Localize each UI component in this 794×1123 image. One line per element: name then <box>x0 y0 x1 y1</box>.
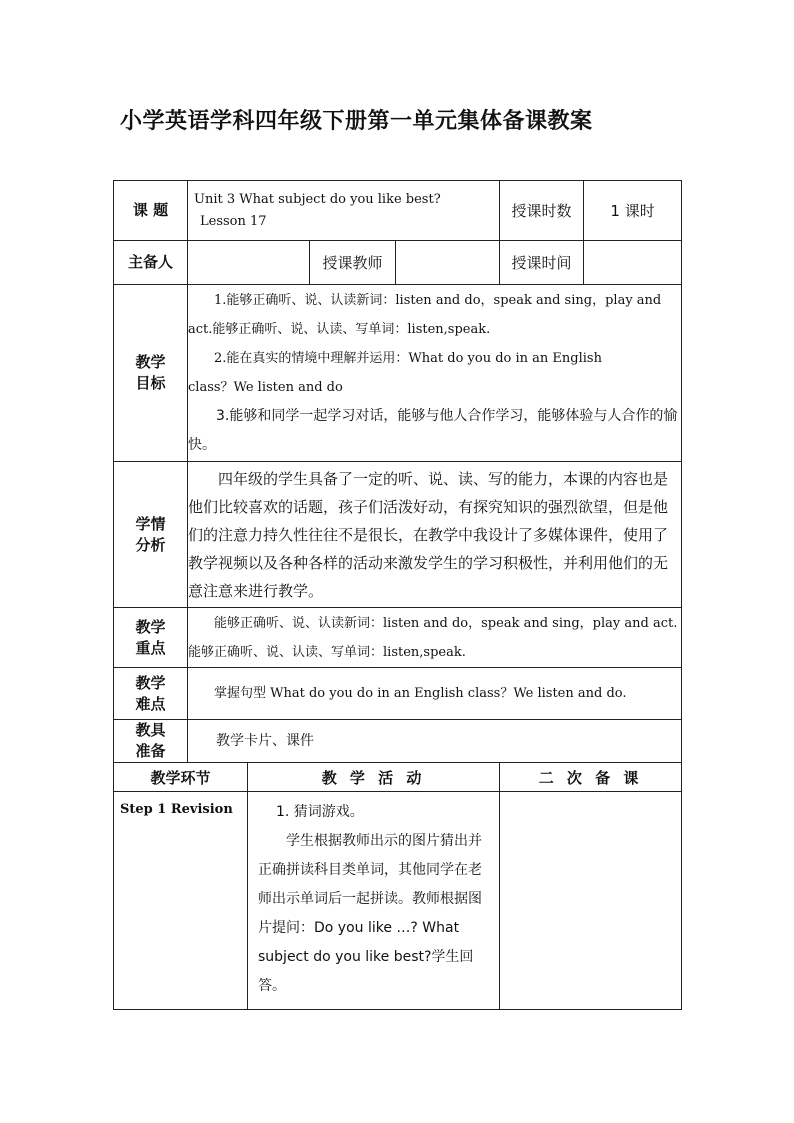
difficulties-label-1: 教学 <box>135 673 166 692</box>
aids-text: 教学卡片、课件 <box>216 732 314 749</box>
topic-row <box>114 181 682 241</box>
topic-line1: Unit 3 What subject do you like best? <box>194 191 441 207</box>
step1-item: 1. 猜词游戏。 <box>276 804 364 820</box>
analysis-label <box>114 462 188 608</box>
objectives-label-2: 目标 <box>135 374 166 392</box>
objectives-label-1: 教学 <box>135 353 166 371</box>
lesson-plan-table <box>113 180 682 1010</box>
difficulties-content <box>188 668 682 720</box>
page-title: 小学英语学科四年级下册第一单元集体备课教案 <box>120 109 593 134</box>
aids-content <box>188 720 682 763</box>
difficulties-row <box>114 668 682 720</box>
topic-line2: Lesson 17 <box>200 213 267 229</box>
teacher-value <box>396 241 500 285</box>
revision-header: 二 次 备 课 <box>500 763 682 792</box>
aids-row <box>114 720 682 763</box>
key-points-content <box>188 608 682 668</box>
key-points-text: 能够正确听、说、认读新词：listen and do，speak and sing，play and act.能够正确听、说、认读、写单词：listen,speak. <box>188 615 678 660</box>
analysis-label-2: 分析 <box>135 535 166 554</box>
aids-label-2: 准备 <box>135 742 166 760</box>
topic-cell <box>188 181 500 241</box>
objective-3: 3.能够和同学一起学习对话，能够与他人合作学习，能够体验与人合作的愉快。 <box>188 408 678 453</box>
difficulties-label <box>114 668 188 720</box>
step1-text: 学生根据教师出示的图片猜出并正确拼读科目类单词，其他同学在老师出示单词后一起拼读。教师根据图片提问：Do you like …? What subject do you like best?学生回答。 <box>258 833 482 994</box>
objective-2a: 2.能在真实的情境中理解并运用：What do you do in an English <box>214 351 602 366</box>
difficulties-text: 掌握句型 What do you do in an English class？We listen and do. <box>214 686 627 701</box>
time-value <box>584 241 682 285</box>
time-label: 授课时间 <box>500 241 584 285</box>
key-points-label <box>114 608 188 668</box>
step1-name: Step 1 Revision <box>114 792 248 1010</box>
objective-2b: class？We listen and do <box>188 380 343 395</box>
topic-label: 课 题 <box>114 181 188 241</box>
step1-row <box>114 792 682 1010</box>
section-header-row <box>114 763 682 792</box>
hours-label: 授课时数 <box>500 181 584 241</box>
activity-header: 教 学 活 动 <box>248 763 500 792</box>
objectives-row <box>114 285 682 462</box>
teacher-label: 授课教师 <box>310 241 396 285</box>
aids-label <box>114 720 188 763</box>
objectives-label <box>114 285 188 462</box>
stage-header: 教学环节 <box>114 763 248 792</box>
lead-value <box>188 241 310 285</box>
objective-1: 1.能够正确听、说、认读新词：listen and do，speak and sing，play and act.能够正确听、说、认读、写单词：listen,speak. <box>188 293 662 337</box>
staff-row <box>114 241 682 285</box>
key-points-label-2: 重点 <box>135 638 166 657</box>
analysis-label-1: 学情 <box>135 514 166 533</box>
objectives-content <box>188 285 682 462</box>
difficulties-label-2: 难点 <box>135 694 166 713</box>
analysis-text: 四年级的学生具备了一定的听、说、读、写的能力，本课的内容也是他们比较喜欢的话题，孩子们活泼好动，有探究知识的强烈欲望，但是他们的注意力持久性往往不是很长，在教学中我设计了多媒体课件，使用了教学视频以及各种各样的活动来激发学生的学习积极性，并利用他们的无意注意来进行教学。 <box>188 469 669 600</box>
analysis-content <box>188 462 682 608</box>
hours-value: 1 课时 <box>584 181 682 241</box>
key-points-label-1: 教学 <box>135 617 166 636</box>
lead-label: 主备人 <box>114 241 188 285</box>
step1-notes <box>500 792 682 1010</box>
analysis-row <box>114 462 682 608</box>
aids-label-1: 教具 <box>135 721 166 739</box>
key-points-row <box>114 608 682 668</box>
step1-activity <box>248 792 500 1010</box>
